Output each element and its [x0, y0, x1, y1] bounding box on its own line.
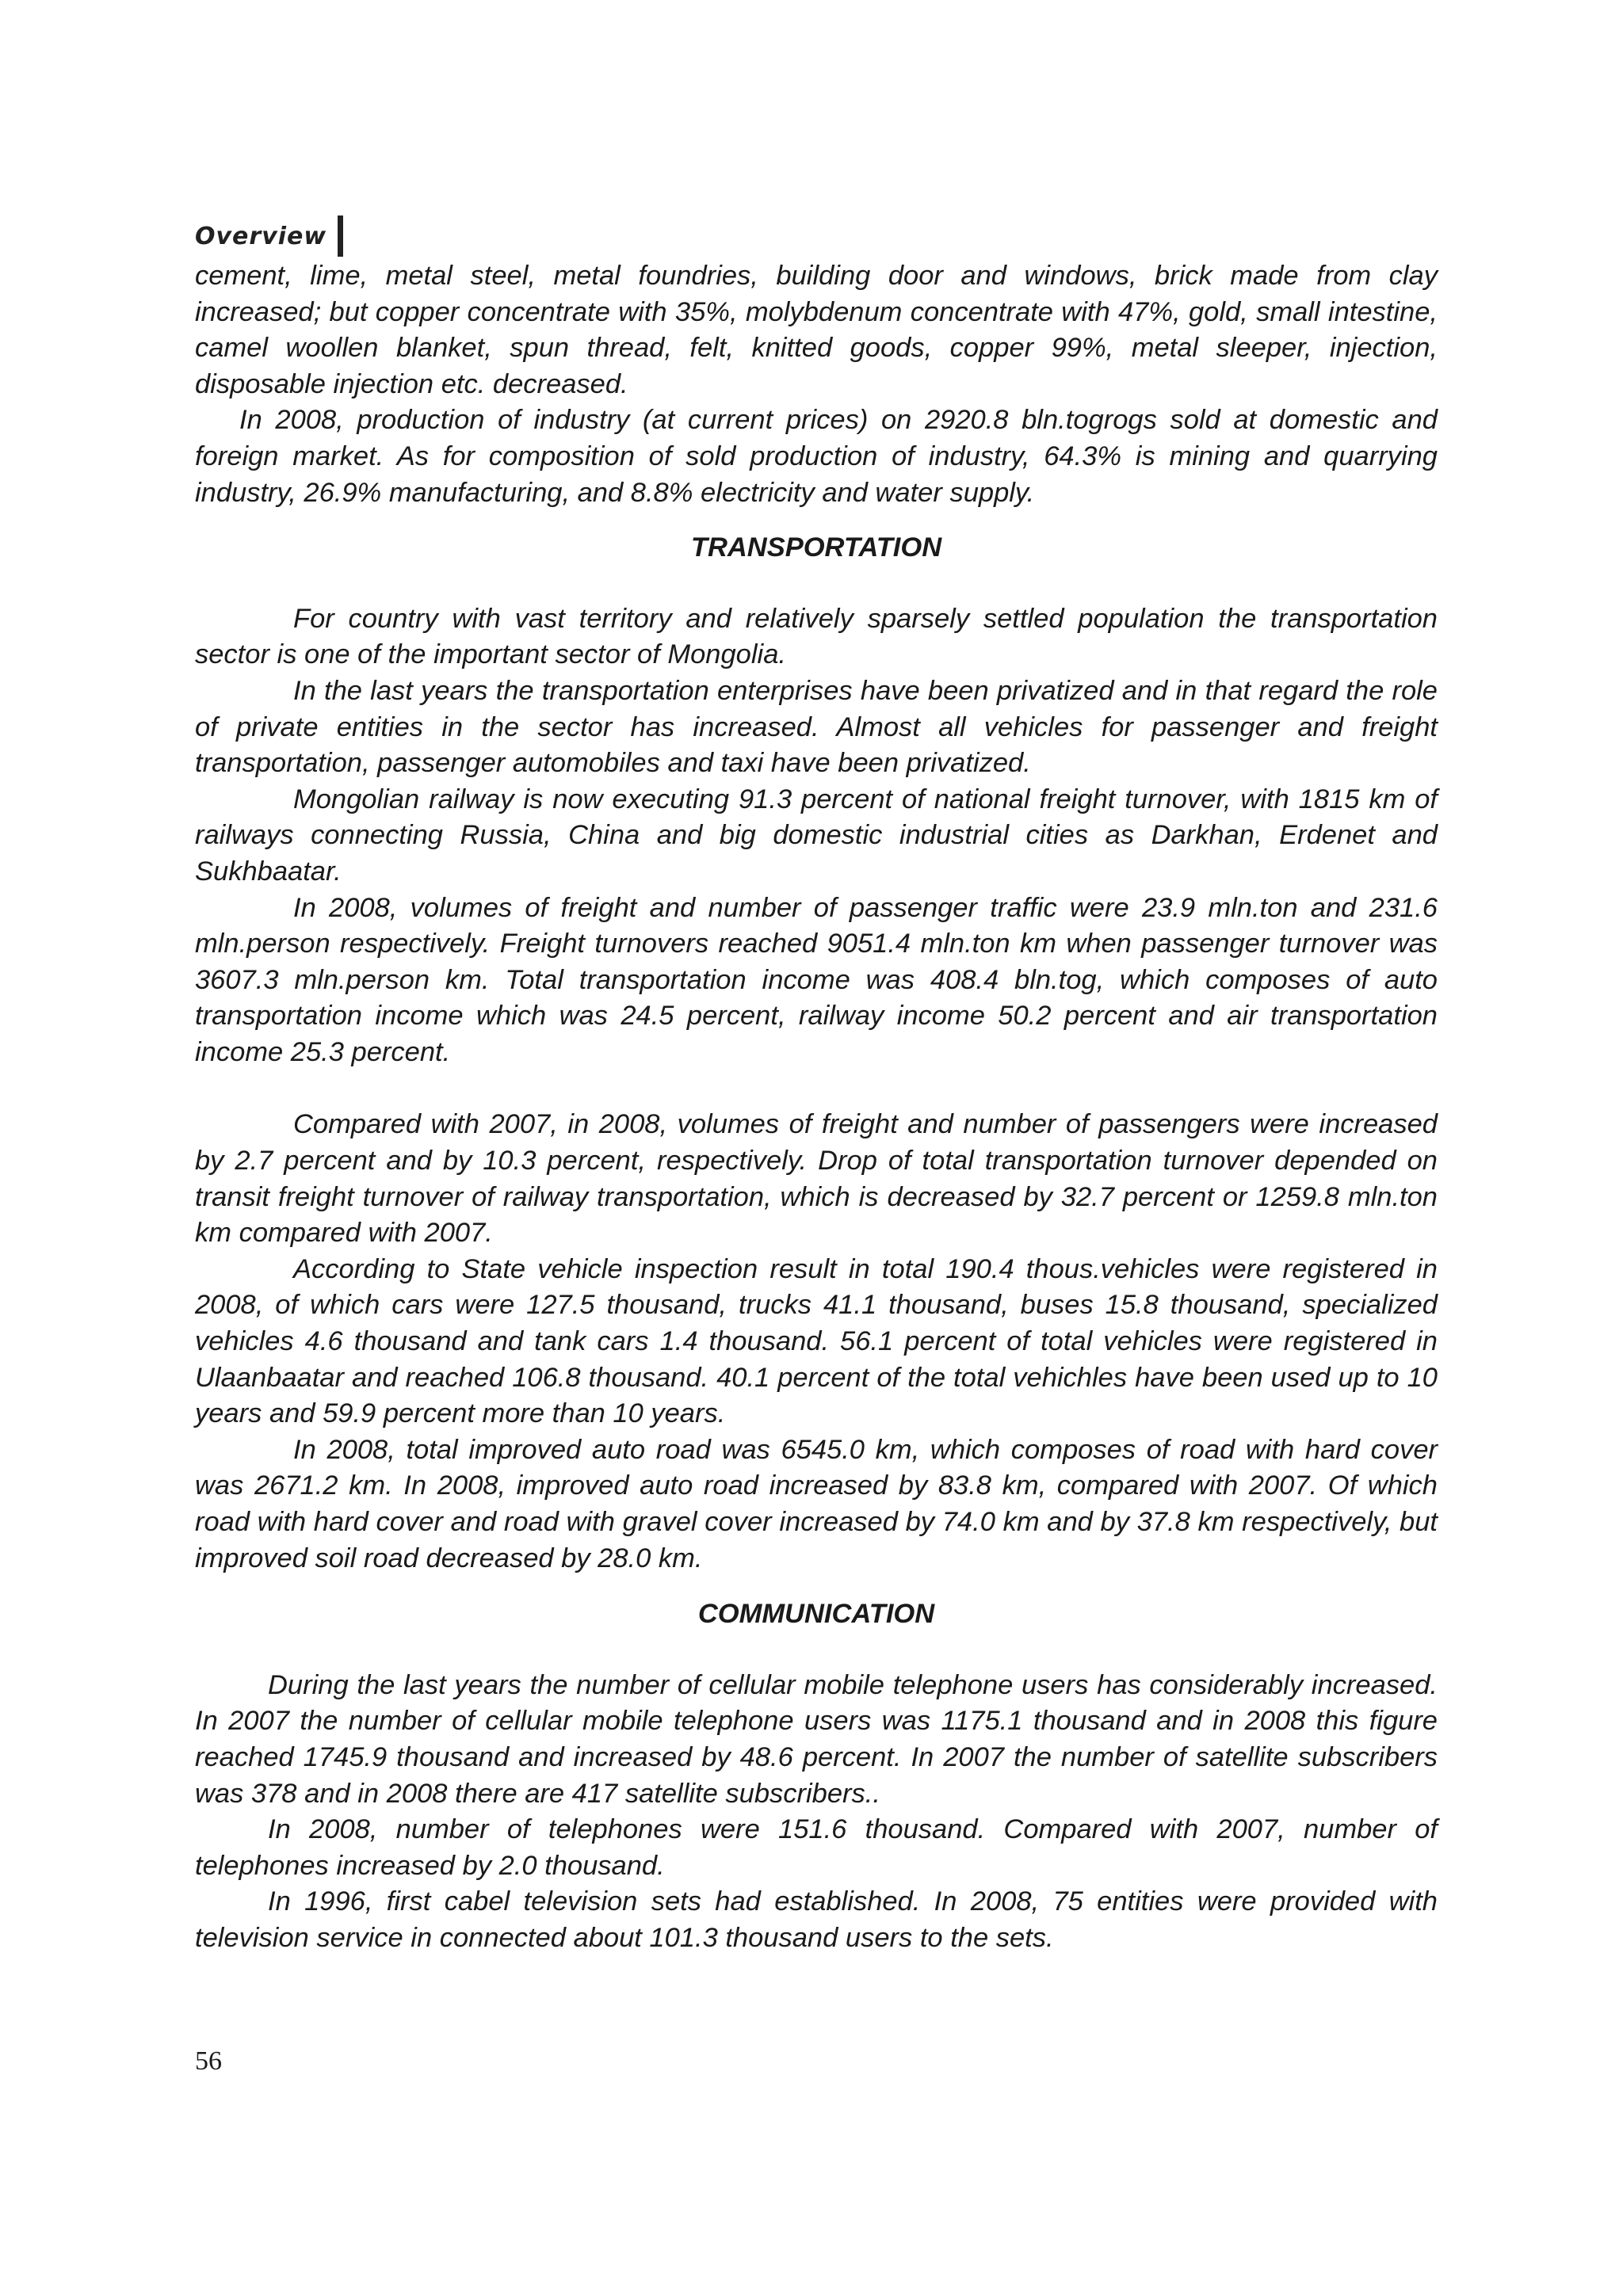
page-number: 56 — [195, 2046, 222, 2076]
running-head-title: Overview — [195, 222, 327, 250]
paragraph-railway: Mongolian railway is now executing 91.3 percent of national freight turnover, with 1815 km of railways connecting Russia, China and big domestic industrial cities as Darkhan, Erdenet and Sukhbaatar. — [195, 784, 1438, 887]
paragraph-vehicles: According to State vehicle inspection result in total 190.4 thous.vehicles were registered in 2008, of which cars were 127.5 thousand, trucks 41.1 thousand, buses 15.8 thousand, specialized vehicles 4.6 thousand and tank cars 1.4 thousand. 56.1 percent of total vehicles were registered in Ulaanbaatar and reached 106.8 thousand. 40.1 percent of the total vehichles have been used up to 10 years and 59.9 percent more than 10 years. — [195, 1253, 1438, 1429]
paragraph-gap — [195, 1070, 1438, 1107]
paragraph-transport-intro: For country with vast territory and relatively sparsely settled population the transportation sector is one of the important sector of Mongolia. — [195, 603, 1438, 670]
paragraph-freight-2008: In 2008, volumes of freight and number of passenger traffic were 23.9 mln.ton and 231.6 mln.person respectively. Freight turnovers reached 9051.4 mln.ton km when passenger turnover was 3607.3 mln.person km. Total transportation income was 408.4 bln.tog, which composes of auto transportation income which was 24.5 percent, railway income 50.2 percent and air transportation income 25.3 percent. — [195, 892, 1438, 1067]
paragraph-industry-continued: cement, lime, metal steel, metal foundries, building door and windows, brick made from clay increased; but copper concentrate with 35%, molybdenum concentrate with 47%, gold, small intestine, camel woollen blanket, spun thread, felt, knitted goods, copper 99%, metal sleeper, injection, disposable injection etc. decreased. — [195, 261, 1438, 399]
running-head-rule — [338, 215, 343, 257]
paragraph-industry-sales: In 2008, production of industry (at current prices) on 2920.8 bln.togrogs sold at domestic and foreign market. As for composition of sold production of industry, 64.3% is mining and quarrying industry, 26.9% manufacturing, and 8.8% electricity and water supply. — [195, 405, 1438, 508]
paragraph-roads: In 2008, total improved auto road was 6545.0 km, which composes of road with hard cover was 2671.2 km. In 2008, improved auto road increased by 83.8 km, compared with 2007. Of which road with hard cover and road with gravel cover increased by 74.0 km and by 37.8 km respectively, but improved soil road decreased by 28.0 km. — [195, 1434, 1438, 1573]
section-heading-communication: COMMUNICATION — [697, 1599, 935, 1630]
paragraph-privatization: In the last years the transportation enterprises have been privatized and in that regard the role of private entities in the sector has increased. Almost all vehicles for passenger and freight transportation, passenger automobiles and taxi have been privatized. — [195, 675, 1438, 779]
paragraph-compared-2007: Compared with 2007, in 2008, volumes of freight and number of passengers were increased by 2.7 percent and by 10.3 percent, respectively. Drop of total transportation turnover depended on transit freight turnover of railway transportation, which is decreased by 32.7 percent or 1259.8 mln.ton km compared with 2007. — [195, 1109, 1438, 1249]
paragraph-cable-tv: In 1996, first cabel television sets had established. In 2008, 75 entities were provided with television service in connected about 101.3 thousand users to the sets. — [195, 1886, 1438, 1953]
section-heading-transportation: TRANSPORTATION — [690, 532, 942, 563]
running-head — [195, 215, 343, 257]
page-body — [195, 258, 1438, 1957]
paragraph-telephones: In 2008, number of telephones were 151.6 thousand. Compared with 2007, number of telephones increased by 2.0 thousand. — [195, 1814, 1438, 1881]
paragraph-mobile-users: During the last years the number of cellular mobile telephone users has considerably increased. In 2007 the number of cellular mobile telephone users was 1175.1 thousand and in 2008 this figure reached 1745.9 thousand and increased by 48.6 percent. In 2007 the number of satellite subscribers was 378 and in 2008 there are 417 satellite subscribers.. — [195, 1669, 1438, 1809]
